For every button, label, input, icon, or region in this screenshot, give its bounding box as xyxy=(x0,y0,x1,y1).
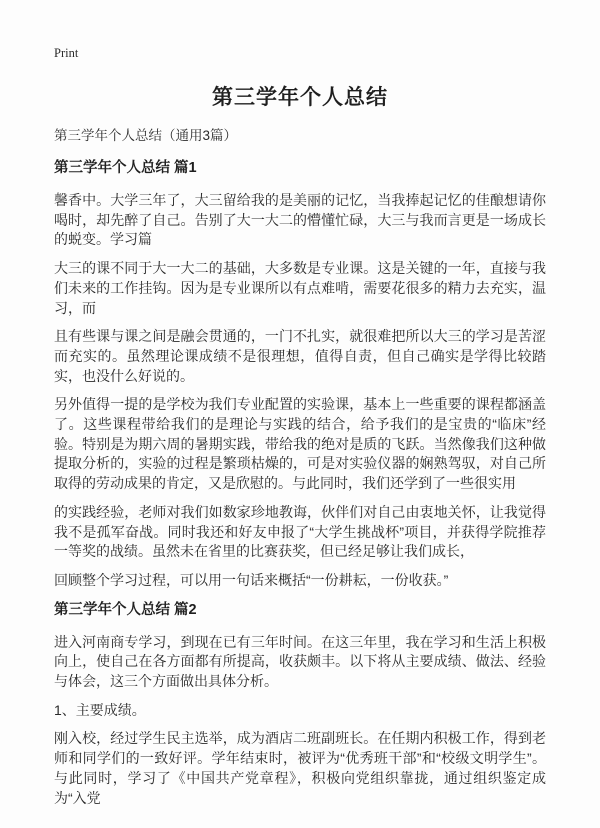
section-1-heading: 第三学年个人总结 篇1 xyxy=(54,160,197,176)
section-2-heading: 第三学年个人总结 篇2 xyxy=(54,601,197,618)
paragraph: 回顾整个学习过程，可以用一句话来概括“一份耕耘，一份收获。” xyxy=(54,571,449,588)
print-link[interactable]: Print xyxy=(54,46,79,60)
paragraph: 的实践经验，老师对我们如数家珍地教诲，伙伴们对自己由衷地关怀，让我觉得我不是孤军奋战。同时我还和好友申报了“大学生挑战杯”项目，并获得学院推荐一等奖的战绩。虽然未在省里的比赛获奖，但已经足够让我们成长， xyxy=(54,503,546,560)
paragraph: 大三的课不同于大一大二的基础，大多数是专业课。这是关键的一年，直接与我们未来的工作挂钩。因为是专业课所以有点难啃，需要花很多的精力去充实，温习，而 xyxy=(54,260,546,316)
paragraph: 且有些课与课之间是融会贯通的，一门不扎实，就很难把所以大三的学习是苦涩而充实的。虽然理论课成绩不是很理想，值得自责，但自己确实是学得比较踏实，也没什么好说的。 xyxy=(54,328,546,384)
document-title: 第三学年个人总结 xyxy=(212,86,388,109)
paragraph: 馨香中。大学三年了，大三留给我的是美丽的记忆，当我捧起记忆的佳酿想请你喝时，却先醉了自己。告别了大一大二的懵懂忙碌，大三与我而言更是一场成长的蜕变。学习篇 xyxy=(54,192,546,248)
paragraph: 进入河南商专学习，到现在已有三年时间。在这三年里，我在学习和生活上积极向上，使自己在各方面都有所提高，收获颇丰。以下将从主要成绩、做法、经验与体会，这三个方面做出具体分析。 xyxy=(54,633,546,690)
paragraph: 另外值得一提的是学校为我们专业配置的实验课，基本上一些重要的课程都涵盖了。这些课程带给我们的是理论与实践的结合，给予我们的是宝贵的“临床”经验。特别是为期六周的暑期实践，带给我的绝对是质的飞跃。当然像我们这种做提取分析的，实验的过程是繁琐枯燥的，可是对实验仪器的娴熟驾驭，对自己所取得的劳动成果的肯定，又是欣慰的。与此同时，我们还学到了一些很实用 xyxy=(54,396,546,492)
list-item-heading: 1、主要成绩。 xyxy=(54,701,146,718)
paragraph: 刚入校，经过学生民主选举，成为酒店二班副班长。在任期内积极工作，得到老师和同学们的一致好评。学年结束时，被评为“优秀班干部”和“校级文明学生”。与此同时，学习了《中国共产党章程》，积极向党组织靠拢，通过组织鉴定成为“入党 xyxy=(54,730,546,806)
document-subtitle: 第三学年个人总结（通用3篇） xyxy=(54,128,238,143)
